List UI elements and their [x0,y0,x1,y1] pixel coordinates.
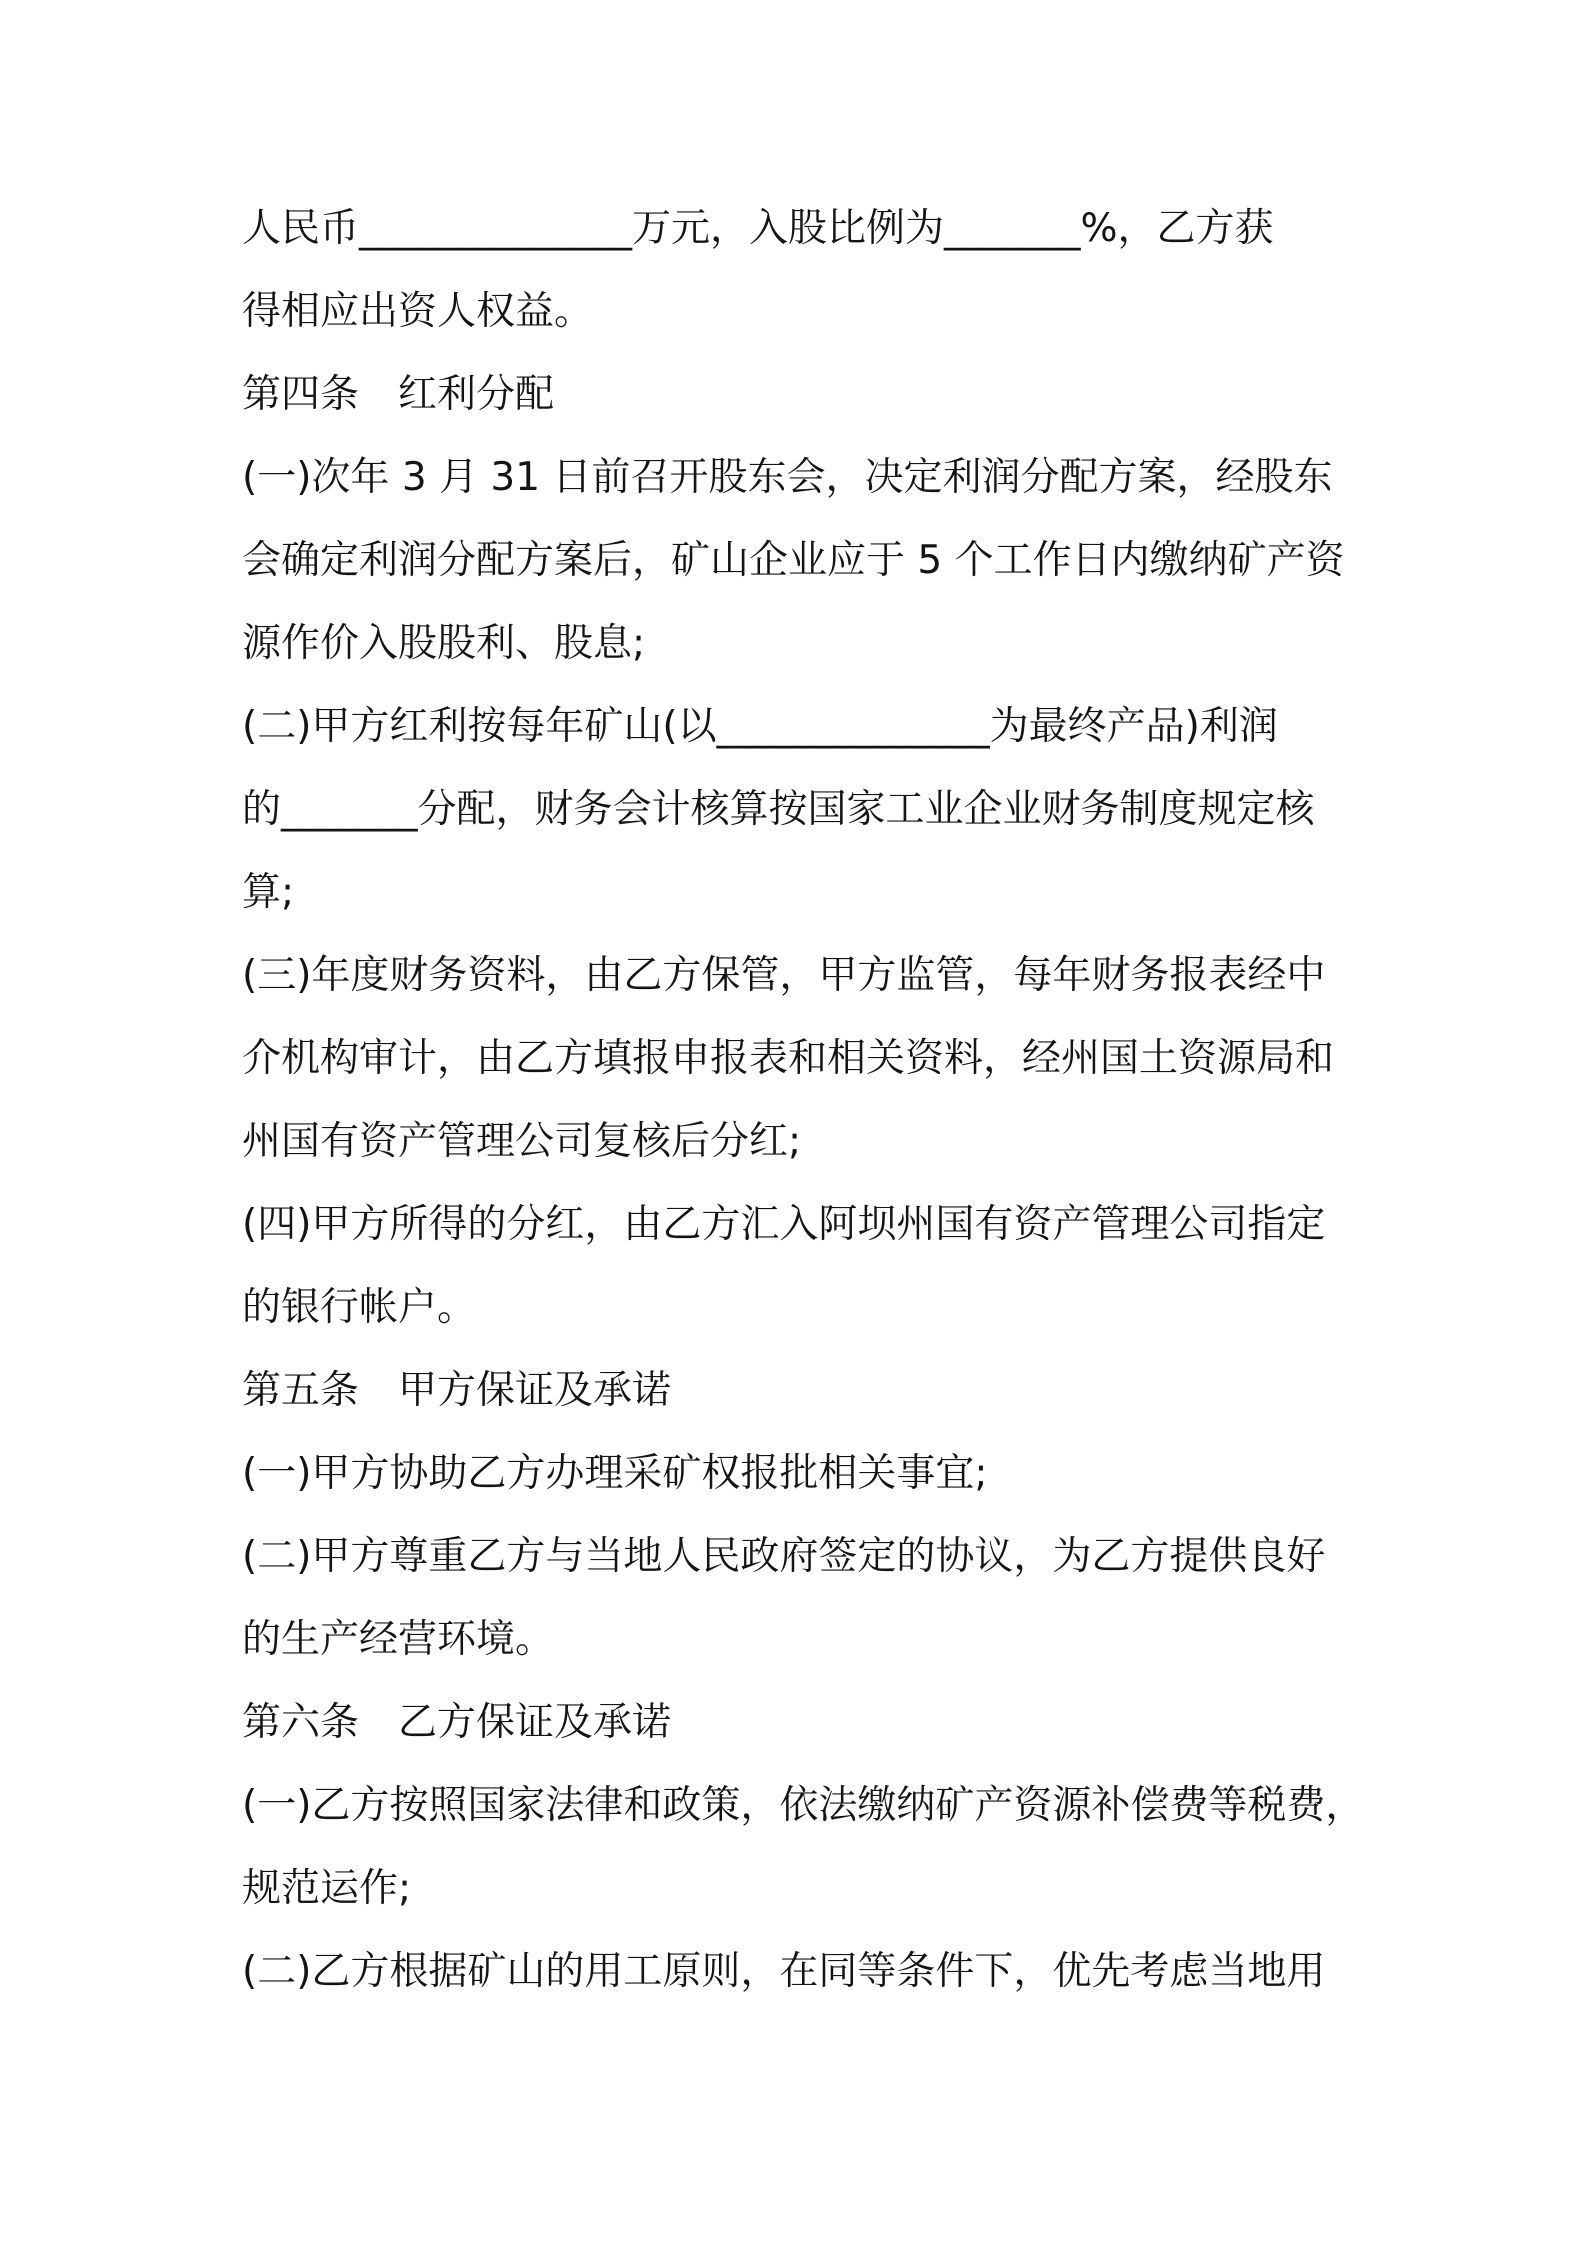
text-line: 介机构审计，由乙方填报申报表和相关资料，经州国土资源局和 [242,1036,1335,1081]
text-line: (一)乙方按照国家法律和政策，依法缴纳矿产资源补偿费等税费， [242,1783,1365,1828]
text-line: 算; [242,870,295,915]
text-line: (二)甲方尊重乙方与当地人民政府签定的协议，为乙方提供良好 [242,1534,1326,1579]
text-line: (二)乙方根据矿山的用工原则，在同等条件下，优先考虑当地用 [242,1949,1326,1994]
article-heading: 第五条 甲方保证及承诺 [242,1368,672,1413]
text-line: (一)次年 3 月 31 日前召开股东会，决定利润分配方案，经股东 [242,455,1333,500]
text-line: (一)甲方协助乙方办理采矿权报批相关事宜; [242,1451,988,1496]
text-line: 的银行帐户。 [242,1285,477,1330]
text-line: 的生产经营环境。 [242,1617,555,1662]
text-line: 人民币______________万元，入股比例为_______%，乙方获 [242,206,1274,251]
text-line: 的_______分配，财务会计核算按国家工业企业财务制度规定核 [242,787,1315,832]
text-line: 得相应出资人权益。 [242,289,594,334]
text-line: 会确定利润分配方案后，矿山企业应于 5 个工作日内缴纳矿产资 [242,538,1345,583]
text-line: 规范运作; [242,1866,412,1911]
text-line: (三)年度财务资料，由乙方保管，甲方监管，每年财务报表经中 [242,953,1326,998]
article-heading: 第四条 红利分配 [242,372,555,417]
text-line: 州国有资产管理公司复核后分红; [242,1119,802,1164]
text-line: (四)甲方所得的分红，由乙方汇入阿坝州国有资产管理公司指定 [242,1202,1326,1247]
text-line: 源作价入股股利、股息; [242,621,646,666]
article-heading: 第六条 乙方保证及承诺 [242,1700,672,1745]
text-line: (二)甲方红利按每年矿山(以______________为最终产品)利润 [242,704,1278,749]
